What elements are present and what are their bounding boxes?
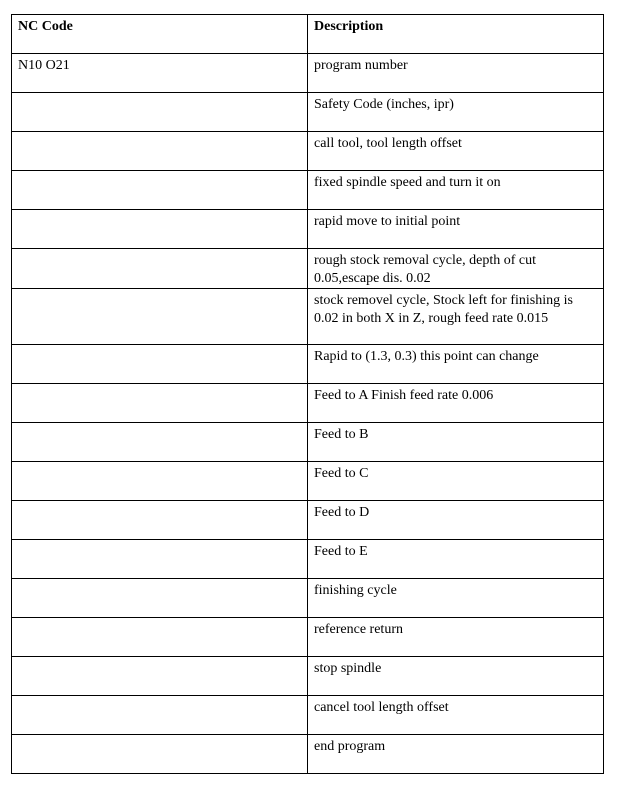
cell-nc-code [12, 618, 308, 657]
cell-description: end program [308, 735, 604, 774]
cell-description: rapid move to initial point [308, 210, 604, 249]
cell-description: reference return [308, 618, 604, 657]
table-row [12, 579, 604, 618]
cell-nc-code [12, 540, 308, 579]
table-row [12, 345, 604, 384]
cell-nc-code [12, 657, 308, 696]
cell-description: program number [308, 54, 604, 93]
table-row [12, 384, 604, 423]
cell-description: Feed to A Finish feed rate 0.006 [308, 384, 604, 423]
table-row [12, 540, 604, 579]
table-row [12, 210, 604, 249]
cell-nc-code [12, 462, 308, 501]
cell-nc-code [12, 93, 308, 132]
table-row [12, 93, 604, 132]
table-row [12, 696, 604, 735]
cell-nc-code [12, 132, 308, 171]
table-row [12, 171, 604, 210]
cell-nc-code [12, 289, 308, 345]
cell-description: Feed to C [308, 462, 604, 501]
header-description: Description [308, 15, 604, 54]
cell-description: Feed to B [308, 423, 604, 462]
table-row [12, 423, 604, 462]
cell-nc-code [12, 345, 308, 384]
cell-nc-code [12, 384, 308, 423]
cell-nc-code [12, 210, 308, 249]
cell-nc-code: N10 O21 [12, 54, 308, 93]
nc-code-table [11, 14, 604, 774]
cell-nc-code [12, 249, 308, 289]
cell-nc-code [12, 501, 308, 540]
cell-description: rough stock removal cycle, depth of cut 0.05,escape dis. 0.02 [308, 249, 604, 289]
header-nc-code: NC Code [12, 15, 308, 54]
cell-description: Feed to E [308, 540, 604, 579]
table-row [12, 462, 604, 501]
table-row [12, 735, 604, 774]
cell-nc-code [12, 579, 308, 618]
table-row [12, 54, 604, 93]
cell-description: Rapid to (1.3, 0.3) this point can change [308, 345, 604, 384]
cell-description: stop spindle [308, 657, 604, 696]
table-row [12, 132, 604, 171]
cell-description: Feed to D [308, 501, 604, 540]
cell-description: cancel tool length offset [308, 696, 604, 735]
cell-nc-code [12, 171, 308, 210]
cell-nc-code [12, 423, 308, 462]
table-row [12, 289, 604, 345]
table-row [12, 501, 604, 540]
table-header-row [12, 15, 604, 54]
table-row [12, 618, 604, 657]
cell-description: stock removel cycle, Stock left for finishing is 0.02 in both X in Z, rough feed rate 0.015 [308, 289, 604, 345]
cell-description: Safety Code (inches, ipr) [308, 93, 604, 132]
table-row [12, 657, 604, 696]
table-row [12, 249, 604, 289]
cell-description: finishing cycle [308, 579, 604, 618]
cell-description: fixed spindle speed and turn it on [308, 171, 604, 210]
cell-nc-code [12, 696, 308, 735]
cell-description: call tool, tool length offset [308, 132, 604, 171]
cell-nc-code [12, 735, 308, 774]
